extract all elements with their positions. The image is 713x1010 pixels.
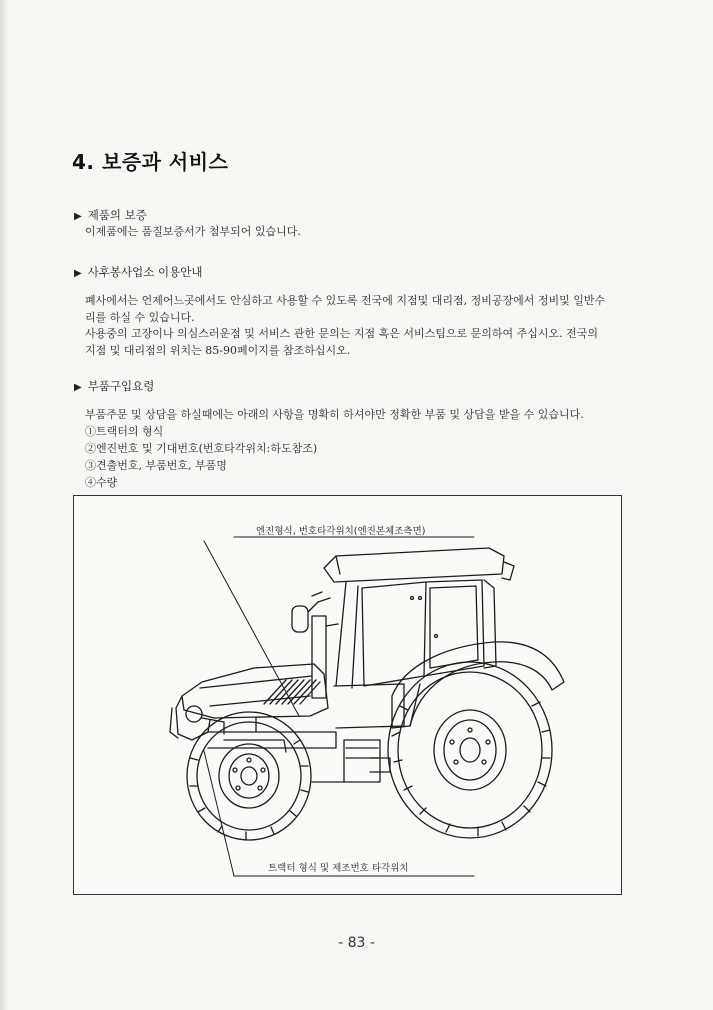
tractor-illustration-icon <box>74 496 623 896</box>
list-item: ③견출번호, 부품번호, 부품명 <box>85 459 227 472</box>
scan-edge-shadow <box>0 0 8 1010</box>
list-item: ①트랙터의 형식 <box>85 425 164 438</box>
section-heading-warranty <box>74 207 147 223</box>
body-line: 이제품에는 품질보증서가 첨부되어 있습니다. <box>85 225 301 238</box>
engine-stamp-callout: 엔진형식, 번호타각위치(엔진본체조측면) <box>256 526 426 537</box>
section-heading-service <box>74 264 202 280</box>
frame-stamp-callout: 트랙터 형식 및 제조번호 타각위치 <box>268 863 409 874</box>
list-item: ④수량 <box>85 476 118 489</box>
page-number: - 83 - <box>338 935 375 951</box>
body-line: 리를 하실 수 있습니다. <box>85 311 195 324</box>
page-title: 4. 보증과 서비스 <box>72 150 229 174</box>
section-heading-text: 부품구입요령 <box>87 379 155 393</box>
body-line: 폐사에서는 언제어느곳에서도 안심하고 사용할 수 있도록 전국에 지점및 대리점, 정비공장에서 정비및 일반수 <box>85 294 606 307</box>
section-heading-text: 제품의 보증 <box>87 208 147 222</box>
list-item: ②엔진번호 및 기대번호(번호타각위치:하도참조) <box>85 442 318 455</box>
tractor-figure <box>73 495 622 895</box>
section-heading-parts <box>74 378 154 394</box>
section-heading-text: 사후봉사업소 이용안내 <box>87 265 203 279</box>
triangle-bullet-icon: ▶ <box>74 382 82 393</box>
triangle-bullet-icon: ▶ <box>74 268 82 279</box>
body-line: 사용중의 고장이나 의심스러운점 및 서비스 관한 문의는 지점 혹은 서비스팀으로 문의하여 주십시오. 전국의 <box>85 327 598 340</box>
triangle-bullet-icon: ▶ <box>74 211 82 222</box>
body-line: 부품주문 및 상담을 하실때에는 아래의 사항을 명확히 하셔야만 정확한 부품 및 상담을 받을 수 있습니다. <box>85 408 584 421</box>
body-line: 지점 및 대리점의 위치는 85-90페이지를 참조하십시오. <box>85 344 351 357</box>
